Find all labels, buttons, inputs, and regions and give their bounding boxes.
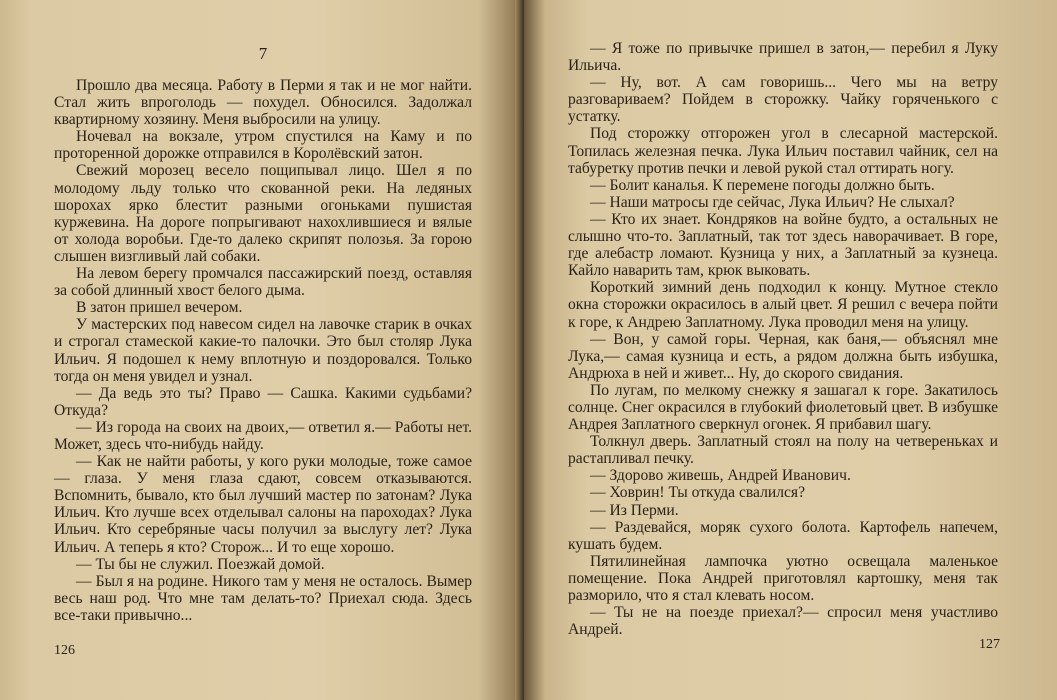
paragraph: — Из Перми.	[590, 501, 679, 519]
left-page	[0, 0, 520, 700]
paragraph: — Ну, вот. А сам говоришь... Чего мы на ветру разговариваем? Пойдем в сторожку. Чайку горяченького с устатку.	[568, 74, 998, 126]
paragraph: — Вон, у самой горы. Черная, как баня,— объяснял мне Лука,— самая кузница и есть, а рядом должна быть избушка, Андрюха в ней и живет... Ну, до скорого свидания.	[568, 330, 998, 382]
paragraph: В затон пришел вечером.	[76, 299, 243, 317]
right-page-text	[568, 40, 998, 638]
paragraph: Короткий зимний день подходил к концу. Мутное стекло окна сторожки окрасилось в алый цвет. Я решил с вечера пойти к горе, к Андрею Заплатному. Лука проводил меня на улицу.	[568, 279, 998, 331]
paragraph: — Здорово живешь, Андрей Иванович.	[590, 467, 851, 485]
paragraph: — Ты бы не служил. Поезжай домой.	[76, 555, 325, 573]
paragraph: — Я тоже по привычке пришел в затон,— перебил я Луку Ильича.	[568, 40, 998, 75]
paragraph: — Ховрин! Ты откуда свалился?	[590, 484, 806, 502]
chapter-number: 7	[258, 44, 268, 63]
paragraph: — Как не найти работы, у кого руки молодые, тоже самое — глаза. У меня глаза сдают, совсем отказываются. Вспомнить, бывало, кто был лучший мастер по затонам? Лука Ильич. Кто лучше всех отделывал салоны на пароходах? Лука Ильич. Кто серебряные часы получил за выслугу лет? Лука Ильич. А теперь я кто? Сторож... И то еще хорошо.	[54, 453, 472, 556]
paragraph: — Был я на родине. Никого там у меня не осталось. Вымер весь наш род. Что мне там делать-то? Приехал сюда. Здесь все-таки привычно...	[54, 572, 472, 624]
paragraph: Толкнул дверь. Заплатный стоял на полу на четвереньках и растапливал печку.	[568, 433, 998, 468]
right-page	[524, 0, 1057, 700]
paragraph: — Ты не на поезде приехал?— спросил меня участливо Андрей.	[568, 604, 998, 639]
paragraph: — Раздевайся, моряк сухого болота. Картофель напечем, кушать будем.	[568, 518, 998, 553]
paragraph: У мастерских под навесом сидел на лавочке старик в очках и строгал стамеской какие-то палочки. Это был столяр Лука Ильич. Я подошел к нему вплотную и поздоровался. Только тогда он меня увидел и узнал.	[54, 316, 472, 385]
paragraph: — Да ведь это ты? Право — Сашка. Какими судьбами? Откуда?	[54, 384, 472, 419]
paragraph: На левом берегу промчался пассажирский поезд, оставляя за собой длинный хвост белого дыма.	[54, 265, 472, 300]
paragraph: Прошло два месяца. Работу в Перми я так и не мог найти. Стал жить впроголодь — похудел. Обносился. Задолжал квартирному хозяину. Меня выбросили на улицу.	[54, 77, 472, 129]
paragraph: — Наши матросы где сейчас, Лука Ильич? Не слыхал?	[590, 193, 955, 211]
page-number-right: 127	[979, 637, 1000, 652]
paragraph: По лугам, по мелкому снежку я зашагал к горе. Закатилось солнце. Снег окрасился в глубокий фиолетовый цвет. В избушке Андрея Заплатного сверкнул огонек. Я прибавил шагу.	[568, 381, 998, 434]
paragraph: Под сторожку отгорожен угол в слесарной мастерской. Топилась железная печка. Лука Ильич поставил чайник, сел на табуретку против печки и левой рукой стал оттирать ногу.	[568, 125, 998, 177]
left-page-text	[54, 77, 472, 624]
paragraph: Свежий морозец весело пощипывал лицо. Шел я по молодому льду только что скованной реки. На ледяных шорохах ярко блестит разными огоньками пушистая куржевина. На дороге попрыгивают нахохлившиеся и вялые от холода воробьи. Где-то далеко скрипят полозья. За горою слышен визгливый лай собаки.	[54, 162, 472, 265]
paragraph: — Болит каналья. К перемене погоды должно быть.	[590, 176, 935, 194]
paragraph: — Из города на своих на двоих,— ответил я.— Работы нет. Может, здесь что-нибудь найду.	[54, 418, 472, 453]
paragraph: Ночевал на вокзале, утром спустился на Каму и по проторенной дорожке отправился в Королёвский затон.	[54, 128, 472, 163]
paragraph: — Кто их знает. Кондряков на войне будто, а остальных не слышно что-то. Заплатный, так тот здесь наворачивает. В горе, где алебастр ломают. Кузница у них, а Заплатный за кузнеца. Кайло наварить там, крюк выковать.	[568, 210, 998, 280]
page-number-left: 126	[54, 643, 75, 658]
paragraph: Пятилинейная лампочка уютно освещала маленькое помещение. Пока Андрей приготовлял картошку, меня так разморило, что я стал клевать носом.	[568, 552, 998, 604]
